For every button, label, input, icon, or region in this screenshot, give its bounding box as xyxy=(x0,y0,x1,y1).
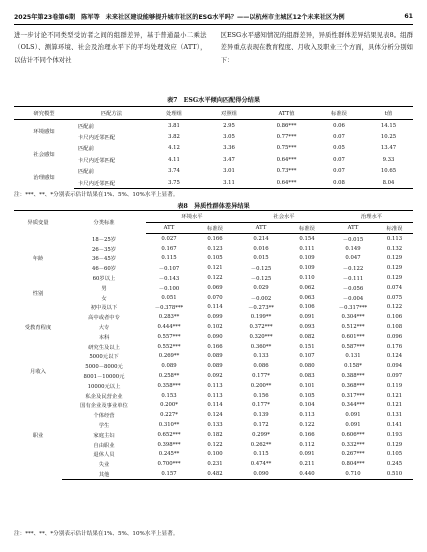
table-row xyxy=(14,401,413,411)
table8-value-cell: 0.304*** xyxy=(341,314,365,321)
table-row xyxy=(14,120,413,132)
table8-value-cell: －0.002 xyxy=(250,295,272,302)
table8-category-cell: 8001－10000元 xyxy=(83,374,125,381)
table8-value-cell: 0.344*** xyxy=(341,402,365,409)
table8-value-cell: 0.444*** xyxy=(157,324,181,331)
table8-value-cell: －0.004 xyxy=(342,295,364,302)
table-row xyxy=(14,410,413,420)
table7-att-cell: 0.75*** xyxy=(276,145,297,152)
table-row xyxy=(14,391,413,401)
table8-category-cell: 5000－8000元 xyxy=(85,364,123,371)
table8-value-cell: 0.090 xyxy=(207,333,223,340)
table8-value-cell: 0.141 xyxy=(386,422,403,429)
table7-header-cell: 标准误 xyxy=(314,107,364,120)
table7-control-cell: 3.36 xyxy=(223,145,235,152)
header-att: ATT xyxy=(146,222,192,234)
table7-treat-cell: 4.12 xyxy=(168,145,180,152)
table-row xyxy=(14,293,413,303)
table8-value-cell: －0.273** xyxy=(248,305,274,312)
table8-value-cell: 0.200** xyxy=(250,382,272,389)
table8-value-cell: 0.107 xyxy=(299,353,315,360)
table8-value-cell: 0.368*** xyxy=(341,382,365,389)
table8-value-cell: 0.113 xyxy=(299,412,315,419)
table8-value-cell: 0.119 xyxy=(386,382,403,389)
table8-value-cell: 0.124 xyxy=(386,353,403,360)
header-rule xyxy=(14,24,413,25)
table8-value-cell: 0.099 xyxy=(207,314,223,321)
table8-value-cell: 0.096 xyxy=(386,333,403,340)
table8-value-cell: 0.360** xyxy=(250,343,272,350)
table-row xyxy=(14,420,413,430)
table8-value-cell: 0.172 xyxy=(253,422,269,429)
table8-value-cell: 0.122 xyxy=(386,304,403,311)
table7-se-cell: 0.08 xyxy=(314,177,364,189)
header-se: 标准误 xyxy=(284,222,330,234)
table-row xyxy=(14,450,413,460)
table7-control-cell: 3.11 xyxy=(199,177,259,189)
table8-value-cell: 0.398*** xyxy=(157,441,181,448)
table7-caption: 表7 ESG水平倾向匹配得分结果 xyxy=(166,97,261,104)
header-variable: 异质变量 xyxy=(14,211,62,234)
table8-value-cell: 0.587*** xyxy=(341,343,365,350)
table8-category-cell: 初中及以下 xyxy=(90,305,118,312)
table7-t-cell: 8.04 xyxy=(364,177,413,189)
table7-t-cell: 10.25 xyxy=(380,134,397,141)
table7-method-cell: 卡尺内近邻匹配 xyxy=(74,177,149,189)
table8-value-cell: 0.156 xyxy=(253,392,269,399)
table8-value-cell: 0.129 xyxy=(386,265,403,272)
table8-value-cell: 0.320*** xyxy=(249,333,273,340)
header-se: 标准误 xyxy=(376,222,413,234)
table8-value-cell: 0.710 xyxy=(330,469,376,479)
table-row xyxy=(14,371,413,381)
table8-value-cell: 0.092 xyxy=(207,373,223,380)
table8-variable-cell: 年龄 xyxy=(32,256,44,263)
table8-value-cell: 0.122 xyxy=(207,441,223,448)
table7-header-cell: 处理组 xyxy=(149,107,199,120)
table-row xyxy=(14,342,413,352)
table8-value-cell: 0.075 xyxy=(386,294,403,301)
table8-value-cell: 0.094 xyxy=(386,363,403,370)
table8-value-cell: 0.182 xyxy=(207,431,223,438)
table-row xyxy=(14,303,413,313)
table7-method-cell: 卡尺内近邻匹配 xyxy=(78,135,116,142)
table8-variable-cell: 性别 xyxy=(32,290,44,297)
table8-value-cell: 0.310** xyxy=(158,422,180,429)
table8-value-cell: 0.113 xyxy=(386,235,403,242)
table8-value-cell: 0.153 xyxy=(161,392,177,399)
table8-category-cell: 女 xyxy=(101,295,107,302)
table8-value-cell: 0.214 xyxy=(253,235,269,242)
table8-value-cell: 0.110 xyxy=(299,275,315,282)
table8-value-cell: 0.097 xyxy=(386,373,403,380)
table8-value-cell: 0.124 xyxy=(207,412,223,419)
table-row xyxy=(14,381,413,391)
table8-value-cell: 0.139 xyxy=(253,412,269,419)
table8-value-cell: 0.029 xyxy=(253,284,269,291)
table8-category-cell: 大专 xyxy=(98,325,110,332)
table7-method-cell: 匹配前 xyxy=(78,146,94,153)
table8-value-cell: 0.132 xyxy=(386,245,403,252)
table8-value-cell: 0.510 xyxy=(376,469,413,479)
table-row xyxy=(14,332,413,342)
table7-t-cell: 14.15 xyxy=(380,122,397,129)
table8-value-cell: 0.133 xyxy=(253,353,269,360)
table8-value-cell: 0.133 xyxy=(207,422,223,429)
table7-header-cell: t值 xyxy=(364,107,413,120)
table8-value-cell: 0.070 xyxy=(207,294,223,301)
table8-value-cell: 0.358*** xyxy=(157,382,181,389)
header-env: 环境水平 xyxy=(146,211,238,223)
table-row xyxy=(14,154,413,165)
table7-header-cell: 对照组 xyxy=(199,107,259,120)
table8-value-cell: 0.299* xyxy=(252,431,270,438)
table8-value-cell: 0.086 xyxy=(253,363,269,370)
table8-value-cell: 0.482 xyxy=(192,469,238,479)
table-row xyxy=(14,352,413,362)
header-article-title: 未来社区建设能够提升城市社区的ESG水平吗？——以杭州市主城区12个未来社区为例 xyxy=(105,14,345,21)
table-row xyxy=(14,263,413,273)
table8-value-cell: －0.056 xyxy=(342,285,364,292)
table8-value-cell: 0.245** xyxy=(158,451,180,458)
table8-value-cell: 0.062 xyxy=(299,284,315,291)
running-header xyxy=(14,10,413,23)
table8-value-cell: 0.091 xyxy=(299,451,315,458)
table8-value-cell: 0.051 xyxy=(161,294,177,301)
table8-value-cell: －0.143 xyxy=(158,276,180,283)
table8-value-cell: 0.113 xyxy=(207,392,223,399)
table7-header-cell: 研究模型 xyxy=(14,107,74,120)
table8-value-cell: －0.100 xyxy=(158,285,180,292)
table8-value-cell: －0.125 xyxy=(250,266,272,273)
table8-value-cell: 0.082 xyxy=(299,333,315,340)
table8-variable-cell: 受教育程度 xyxy=(24,325,52,332)
table-row xyxy=(14,312,413,322)
table8-value-cell: 0.104 xyxy=(299,402,315,409)
table8-category-cell: 46－60岁 xyxy=(91,266,117,273)
table8-value-cell: 0.129 xyxy=(386,255,403,262)
table8-value-cell: －0.111 xyxy=(342,276,364,283)
table-row xyxy=(14,254,413,264)
table8-value-cell: 0.090 xyxy=(238,469,284,479)
table7-treat-cell: 4.11 xyxy=(168,156,180,163)
table8-value-cell: 0.102 xyxy=(207,324,223,331)
body-column-left xyxy=(14,29,207,91)
table8-category-cell: 其他 xyxy=(62,469,146,479)
table8-body xyxy=(14,234,413,480)
table8-value-cell: 0.089 xyxy=(161,363,177,370)
table8-value-cell: 0.167 xyxy=(161,245,177,252)
table8-value-cell: 0.113 xyxy=(207,382,223,389)
table8-value-cell: 0.047 xyxy=(345,255,361,262)
table8-category-cell: 18－25岁 xyxy=(91,236,117,243)
table8-value-cell: 0.258** xyxy=(158,373,180,380)
table8-value-cell: 0.131 xyxy=(345,353,361,360)
body-paragraph-right: 区ESG水平感知情况的组群差异，异质性群体差异结果见表8。组群差异重点表现在教育程度、月收入及职业三个方面，具体分析分别如下： xyxy=(220,31,413,64)
table8-value-cell: 0.106 xyxy=(299,304,315,311)
table8-category-cell: 10000元以上 xyxy=(87,383,121,390)
table8-value-cell: 0.176 xyxy=(386,343,403,350)
table8-category-cell: 26－35岁 xyxy=(91,246,117,253)
table-row xyxy=(14,283,413,293)
table-row xyxy=(14,244,413,254)
table7-se-cell: 0.07 xyxy=(333,156,345,163)
header-att: ATT xyxy=(238,222,284,234)
page-number: 61 xyxy=(404,13,413,20)
table7-body xyxy=(14,120,413,189)
table8-value-cell: 0.093 xyxy=(299,324,315,331)
table-row xyxy=(14,459,413,469)
table8-value-cell: －0.107 xyxy=(158,266,180,273)
table8-value-cell: 0.115 xyxy=(161,255,177,262)
table8-value-cell: 0.091 xyxy=(345,412,361,419)
table8-value-cell: 0.388*** xyxy=(341,373,365,380)
table8-value-cell: 0.129 xyxy=(386,441,403,448)
table8-value-cell: 0.231 xyxy=(207,461,223,468)
table8-caption: 表8 异质性群体差异结果 xyxy=(177,203,250,210)
table7-treat-cell: 3.74 xyxy=(168,168,180,175)
table7-control-cell: 3.47 xyxy=(223,156,235,163)
table8-value-cell: 0.129 xyxy=(386,275,403,282)
table7-treat-cell: 3.75 xyxy=(149,177,199,189)
table8-value-cell: 0.177* xyxy=(252,402,270,409)
table8-value-cell: 0.106 xyxy=(386,314,403,321)
table8-value-cell: 0.069 xyxy=(207,284,223,291)
table7-att-cell: 0.86*** xyxy=(276,122,297,129)
table8-value-cell: 0.122 xyxy=(207,275,223,282)
table8-value-cell: 0.083 xyxy=(299,373,315,380)
table8-value-cell: 0.166 xyxy=(207,343,223,350)
table8-value-cell: 0.317*** xyxy=(341,392,365,399)
table7-control-cell: 3.01 xyxy=(223,168,235,175)
body-text xyxy=(14,29,413,91)
table8 xyxy=(14,210,413,480)
table8-value-cell: 0.131 xyxy=(386,412,403,419)
table8-value-cell: 0.158* xyxy=(344,363,362,370)
table7-header-row xyxy=(14,107,413,120)
table8-value-cell: 0.269** xyxy=(158,353,180,360)
table8-value-cell: 0.245 xyxy=(386,461,403,468)
header-gov: 治理水平 xyxy=(330,211,413,223)
table8-value-cell: 0.200* xyxy=(160,402,178,409)
table8-value-cell: 0.115 xyxy=(253,451,269,458)
body-paragraph-left: 进一步讨论不同类型受访者之间的组群差异，基于普通最小二乘法（OLS）、测算环境、社会及治理水平下的平均处理效应（ATT），以估计不同个体对社 xyxy=(14,31,207,64)
table8-value-cell: 0.111 xyxy=(299,245,315,252)
header-se: 标准误 xyxy=(192,222,238,234)
table-row xyxy=(14,131,413,142)
table8-category-cell: 失业 xyxy=(98,462,110,469)
table8-value-cell: 0.166 xyxy=(299,431,315,438)
table7-model-cell: 社会感知 xyxy=(33,152,55,159)
header-att: ATT xyxy=(330,222,376,234)
table-row xyxy=(14,177,413,189)
table7-att-cell: 0.73*** xyxy=(276,168,297,175)
table7-control-cell: 2.95 xyxy=(223,122,235,129)
table8-value-cell: 0.601*** xyxy=(341,333,365,340)
table7-t-cell: 9.33 xyxy=(382,156,395,163)
table-row xyxy=(14,430,413,440)
journal-issue: 2025年第23卷第6期 xyxy=(14,14,76,21)
table8-value-cell: 0.015 xyxy=(253,255,269,262)
table7-model-cell: 环境感知 xyxy=(33,129,55,136)
table8-value-cell: 0.262** xyxy=(250,441,272,448)
table8-value-cell: 0.211 xyxy=(299,461,315,468)
header-soc: 社会水平 xyxy=(238,211,330,223)
table8-value-cell: －0.378*** xyxy=(154,305,184,312)
table8-category-cell: 个体经营 xyxy=(93,413,115,420)
table8-value-cell: －0.317*** xyxy=(338,305,368,312)
table8-value-cell: 0.027 xyxy=(161,235,177,242)
table8-value-cell: 0.109 xyxy=(299,265,315,272)
table8-value-cell: －0.122 xyxy=(342,266,364,273)
table7-treat-cell: 3.82 xyxy=(168,134,180,141)
table8-value-cell: 0.063 xyxy=(299,294,315,301)
table7-model-cell: 治理感知 xyxy=(33,175,55,182)
table8-value-cell: 0.074 xyxy=(386,284,403,291)
table7 xyxy=(14,106,413,189)
table7-method-cell: 匹配前 xyxy=(78,169,94,176)
table8-value-cell: 0.091 xyxy=(345,422,361,429)
table7-header-cell: ATT值 xyxy=(259,107,314,120)
table8-category-cell: 5000元以下 xyxy=(89,354,119,361)
table7-att-cell: 0.64*** xyxy=(276,156,297,163)
table8-header-row-1 xyxy=(14,211,413,223)
table8-category-cell: 高中或者中专 xyxy=(88,315,120,322)
table8-value-cell: 0.199** xyxy=(250,314,272,321)
table8-value-cell: 0.552*** xyxy=(157,343,181,350)
table8-value-cell: 0.193 xyxy=(386,431,403,438)
table8-category-cell: 学生 xyxy=(98,423,110,430)
table8-category-cell: 36－45岁 xyxy=(91,256,117,263)
table8-value-cell: 0.227* xyxy=(160,412,178,419)
table8-value-cell: 0.114 xyxy=(207,304,223,311)
table8-category-cell: 国有企业及事业单位 xyxy=(80,403,128,410)
table8-category-cell: 自由职业 xyxy=(93,442,115,449)
table8-value-cell: 0.114 xyxy=(207,402,223,409)
table8-value-cell: 0.101 xyxy=(299,382,315,389)
table8-value-cell: 0.267*** xyxy=(341,451,365,458)
table8-value-cell: 0.108 xyxy=(386,324,403,331)
table8-category-cell: 私企及民营企业 xyxy=(85,393,123,400)
table-row xyxy=(14,322,413,332)
table8-value-cell: 0.089 xyxy=(207,353,223,360)
table8-value-cell: 0.121 xyxy=(207,265,223,272)
table8-value-cell: 0.123 xyxy=(207,245,223,252)
table7-se-cell: 0.07 xyxy=(333,134,345,141)
table8-value-cell: 0.177* xyxy=(252,373,270,380)
table-row xyxy=(14,273,413,283)
header-authors: 陈军等 xyxy=(81,14,100,21)
table-row xyxy=(14,361,413,371)
table8-value-cell: －0.015 xyxy=(342,236,364,243)
table8-value-cell: 0.091 xyxy=(299,314,315,321)
table8-value-cell: 0.157 xyxy=(146,469,192,479)
table7-t-cell: 13.47 xyxy=(380,145,397,152)
table8-note: 注：***、**、*分别表示估计结果在1%、5%、10%水平上显著。 xyxy=(14,531,179,537)
table-row xyxy=(14,234,413,244)
table8-value-cell: 0.105 xyxy=(386,451,403,458)
table7-se-cell: 0.06 xyxy=(333,122,345,129)
table8-value-cell: 0.089 xyxy=(207,363,223,370)
table8-value-cell: 0.652*** xyxy=(157,431,181,438)
body-column-right xyxy=(221,29,414,91)
table7-control-cell: 3.05 xyxy=(223,134,235,141)
table8-category-cell: 退休人员 xyxy=(93,452,115,459)
table8-value-cell: 0.080 xyxy=(299,363,315,370)
table8-value-cell: 0.122 xyxy=(299,422,315,429)
table8-value-cell: 0.372*** xyxy=(249,324,273,331)
table8-value-cell: －0.125 xyxy=(250,276,272,283)
table7-att-cell: 0.77*** xyxy=(276,134,297,141)
table7-att-cell: 0.64*** xyxy=(259,177,314,189)
table8-value-cell: 0.166 xyxy=(207,235,223,242)
table8-value-cell: 0.016 xyxy=(253,245,269,252)
table8-value-cell: 0.512*** xyxy=(341,324,365,331)
table-row xyxy=(14,469,413,479)
table8-variable-cell: 职业 xyxy=(32,433,44,440)
table8-value-cell: 0.112 xyxy=(299,441,315,448)
table8-category-cell: 60岁以上 xyxy=(92,276,116,283)
table8-value-cell: 0.105 xyxy=(207,255,223,262)
table-row xyxy=(14,143,413,154)
table7-method-cell: 卡尺内近邻匹配 xyxy=(78,157,116,164)
table8-variable-cell: 月收入 xyxy=(30,369,46,376)
table8-value-cell: 0.474** xyxy=(250,461,272,468)
table8-value-cell: 0.149 xyxy=(345,245,361,252)
table8-category-cell: 男 xyxy=(101,285,107,292)
table8-category-cell: 家庭主妇 xyxy=(93,432,115,439)
table7-method-cell: 匹配前 xyxy=(78,123,94,130)
table7-se-cell: 0.05 xyxy=(333,145,345,152)
table-row xyxy=(14,440,413,450)
table8-value-cell: 0.154 xyxy=(299,235,315,242)
table8-value-cell: 0.557*** xyxy=(157,333,181,340)
table8-value-cell: 0.804*** xyxy=(341,461,365,468)
table8-value-cell: 0.105 xyxy=(299,392,315,399)
table7-treat-cell: 3.81 xyxy=(168,122,180,129)
table8-value-cell: 0.700*** xyxy=(157,461,181,468)
table7-se-cell: 0.07 xyxy=(333,168,345,175)
table8-value-cell: 0.151 xyxy=(299,343,315,350)
table7-t-cell: 10.65 xyxy=(380,168,397,175)
table8-value-cell: 0.606*** xyxy=(341,431,365,438)
table8-value-cell: 0.332*** xyxy=(341,441,365,448)
table7-header-cell: 匹配方法 xyxy=(74,107,149,120)
table8-value-cell: 0.440 xyxy=(284,469,330,479)
table7-note: 注：***、**、*分别表示估计结果在1%、5%、10%水平上显著。 xyxy=(14,192,179,198)
table8-category-cell: 研究生及以上 xyxy=(88,344,120,351)
table8-category-cell: 本科 xyxy=(98,334,110,341)
table8-value-cell: 0.283** xyxy=(158,314,180,321)
table8-value-cell: 0.109 xyxy=(299,255,315,262)
table8-value-cell: 0.121 xyxy=(386,392,403,399)
table8-value-cell: 0.100 xyxy=(207,451,223,458)
table8-value-cell: 0.121 xyxy=(386,402,403,409)
header-category: 分类标准 xyxy=(62,211,146,234)
table-row xyxy=(14,166,413,177)
